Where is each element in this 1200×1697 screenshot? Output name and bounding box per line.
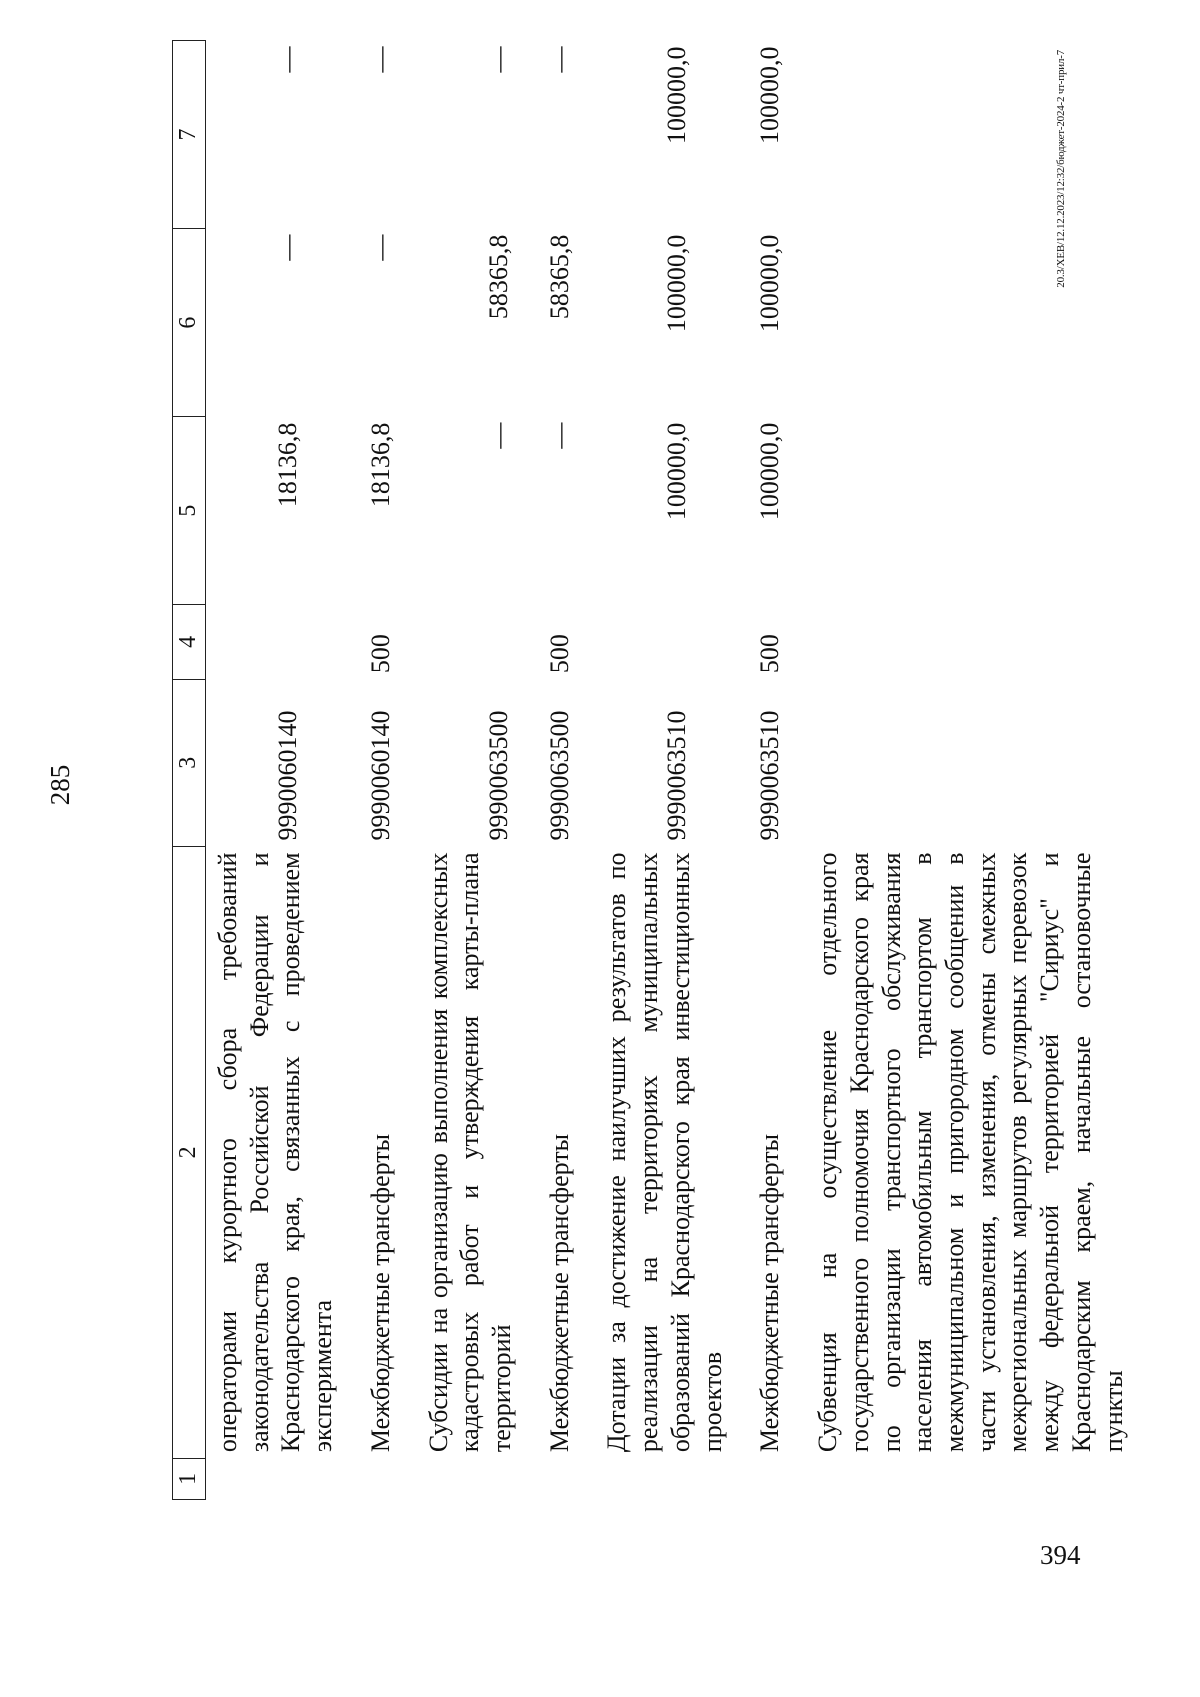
cell-code: 9990060140 xyxy=(365,710,395,841)
header-col-7: 7 xyxy=(173,41,206,229)
cell-description: Межбюджетные трансферты xyxy=(544,1133,574,1453)
cell-description: Межбюджетные трансферты xyxy=(755,1133,785,1453)
cell-col-1 xyxy=(595,1458,748,1499)
cell-type: 500 xyxy=(365,634,395,674)
cell-code: 9990063510 xyxy=(755,710,785,841)
cell-value-7: — xyxy=(365,46,395,73)
header-col-5: 5 xyxy=(173,417,206,605)
cell-type xyxy=(417,605,538,679)
cell-value-5: 100000,0 xyxy=(662,422,692,521)
cell-value-5 xyxy=(806,417,1149,605)
cell-type xyxy=(806,605,1149,679)
cell-type xyxy=(206,605,359,679)
cell-col-1 xyxy=(538,1458,596,1499)
cell-code xyxy=(806,679,1149,846)
cell-value-6: 58365,8 xyxy=(483,234,513,320)
header-col-2: 2 xyxy=(173,846,206,1458)
cell-code: 9990063510 xyxy=(662,710,692,841)
cell-value-6: 100000,0 xyxy=(662,234,692,333)
cell-value-5: — xyxy=(483,422,513,449)
cell-value-7: 100000,0 xyxy=(662,46,692,144)
cell-description: Субвенция на осуществление отдельного государственного полномочия Краснодарского края по организации транспортного обслуживания населения автомобильным транспортом в межмуниципальном и пригородном сообщении в части установления, изменения, отмены смежных межрегиональных маршрутов регулярных перевозок между федеральной территорией "Сириус" и Краснодарским краем, начальные остановочные пункты xyxy=(813,852,1128,1453)
cell-value-7: — xyxy=(544,46,574,73)
cell-value-6 xyxy=(806,229,1149,417)
cell-value-7: — xyxy=(483,46,513,73)
cell-value-7: — xyxy=(273,46,302,73)
cell-type: 500 xyxy=(755,634,785,674)
table-row xyxy=(595,41,748,1500)
cell-value-5: 18136,8 xyxy=(365,422,395,508)
cell-description: Субсидии на организацию выполнения комплексных кадастровых работ и утверждения карты-плана территорий xyxy=(423,852,517,1453)
cell-value-7: 100000,0 xyxy=(755,46,785,144)
cell-description: операторами курортного сбора требований законодательства Российской Федерации и Краснодарского края, связанных с проведением эксперимента xyxy=(213,852,338,1453)
cell-description: Межбюджетные трансферты xyxy=(365,1133,395,1453)
table-row xyxy=(806,41,1149,1500)
header-col-4: 4 xyxy=(173,605,206,679)
cell-code: 9990063500 xyxy=(544,710,574,841)
cell-col-1 xyxy=(748,1458,806,1499)
cell-value-6: — xyxy=(273,234,302,261)
cell-value-6: 58365,8 xyxy=(544,234,574,320)
table-row xyxy=(417,41,538,1500)
cell-col-1 xyxy=(417,1458,538,1499)
table-row xyxy=(538,41,596,1500)
table-row xyxy=(359,41,417,1500)
sheet-number: 394 xyxy=(1040,1540,1081,1570)
page-number: 285 xyxy=(45,764,75,806)
cell-code: 9990060140 xyxy=(273,710,302,841)
cell-type xyxy=(595,605,748,679)
cell-description: Дотации за достижение наилучших результатов по реализации на территориях муниципальных образований Краснодарского края инвестиционных проектов xyxy=(602,852,727,1453)
cell-value-6: — xyxy=(365,234,395,261)
cell-value-5: 18136,8 xyxy=(273,422,302,508)
cell-value-5: 100000,0 xyxy=(755,422,785,521)
cell-value-7 xyxy=(806,41,1149,229)
header-col-3: 3 xyxy=(173,679,206,846)
budget-table xyxy=(172,40,1149,1500)
header-col-6: 6 xyxy=(173,229,206,417)
table-header-row xyxy=(173,41,206,1500)
cell-col-1 xyxy=(206,1458,359,1499)
cell-col-1 xyxy=(359,1458,417,1499)
cell-code: 9990063500 xyxy=(483,710,513,841)
header-col-1: 1 xyxy=(173,1458,206,1499)
cell-type: 500 xyxy=(544,634,574,674)
file-stamp: 20.3/XEB/12.12.2023/12:32/бюджет-2024-2 чт-прил-7 xyxy=(1055,50,1067,288)
table-row xyxy=(206,41,359,1500)
cell-value-5: — xyxy=(544,422,574,449)
cell-value-6: 100000,0 xyxy=(755,234,785,333)
table-row xyxy=(748,41,806,1500)
cell-col-1 xyxy=(806,1458,1149,1499)
